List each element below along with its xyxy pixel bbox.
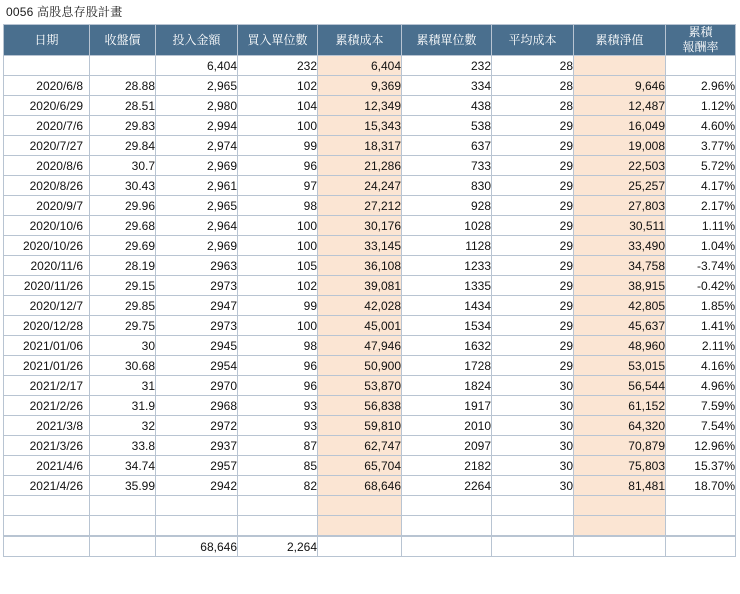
cell-bought-units[interactable]: 93 bbox=[238, 396, 318, 416]
cell-cumulative-cost[interactable]: 21,286 bbox=[318, 156, 402, 176]
cell-average-cost[interactable]: 29 bbox=[492, 336, 574, 356]
column-header-invest-amount[interactable]: 投入金額 bbox=[156, 25, 238, 56]
cell-invest-amount[interactable]: 2972 bbox=[156, 416, 238, 436]
cell-cumulative-return[interactable] bbox=[666, 516, 736, 536]
cell-bought-units[interactable]: 85 bbox=[238, 456, 318, 476]
table-row bbox=[4, 156, 736, 176]
cell-cumulative-return[interactable]: 4.96% bbox=[666, 376, 736, 396]
cell-bought-units[interactable] bbox=[238, 516, 318, 536]
cell-invest-amount[interactable]: 2945 bbox=[156, 336, 238, 356]
totals-spacer-1 bbox=[4, 537, 90, 557]
cell-average-cost[interactable]: 30 bbox=[492, 396, 574, 416]
cell-invest-amount[interactable]: 2973 bbox=[156, 276, 238, 296]
cell-cumulative-return[interactable]: 3.77% bbox=[666, 136, 736, 156]
cell-bought-units[interactable]: 102 bbox=[238, 276, 318, 296]
table-row bbox=[4, 496, 736, 516]
cell-cumulative-return[interactable]: 18.70% bbox=[666, 476, 736, 496]
cell-close-price[interactable]: 30 bbox=[90, 336, 156, 356]
cell-cumulative-cost[interactable]: 27,212 bbox=[318, 196, 402, 216]
cell-cumulative-units[interactable]: 1824 bbox=[402, 376, 492, 396]
cell-close-price[interactable]: 29.96 bbox=[90, 196, 156, 216]
cell-average-cost[interactable]: 29 bbox=[492, 176, 574, 196]
cell-bought-units[interactable]: 96 bbox=[238, 156, 318, 176]
cell-cumulative-cost[interactable]: 6,404 bbox=[318, 56, 402, 76]
cell-date[interactable]: 2021/2/17 bbox=[4, 376, 90, 396]
table-row bbox=[4, 396, 736, 416]
cell-date[interactable]: 2020/8/26 bbox=[4, 176, 90, 196]
cell-cumulative-units[interactable]: 538 bbox=[402, 116, 492, 136]
cell-bought-units[interactable]: 232 bbox=[238, 56, 318, 76]
totals-row bbox=[4, 537, 736, 557]
cell-bought-units[interactable]: 102 bbox=[238, 76, 318, 96]
cell-cumulative-return[interactable]: 5.72% bbox=[666, 156, 736, 176]
column-header-close-price[interactable]: 收盤價 bbox=[90, 25, 156, 56]
cell-cumulative-units[interactable]: 2182 bbox=[402, 456, 492, 476]
cell-cumulative-cost[interactable]: 50,900 bbox=[318, 356, 402, 376]
cell-cumulative-return[interactable]: -0.42% bbox=[666, 276, 736, 296]
cell-invest-amount[interactable]: 2942 bbox=[156, 476, 238, 496]
cell-average-cost[interactable]: 29 bbox=[492, 216, 574, 236]
cell-close-price[interactable]: 35.99 bbox=[90, 476, 156, 496]
cell-average-cost[interactable] bbox=[492, 516, 574, 536]
return-header-line1: 累積 bbox=[688, 25, 713, 39]
cell-cumulative-cost[interactable]: 45,001 bbox=[318, 316, 402, 336]
cell-bought-units[interactable]: 100 bbox=[238, 116, 318, 136]
cell-cumulative-units[interactable]: 334 bbox=[402, 76, 492, 96]
cell-cumulative-return[interactable]: 2.96% bbox=[666, 76, 736, 96]
cell-close-price[interactable]: 29.75 bbox=[90, 316, 156, 336]
cell-bought-units[interactable]: 93 bbox=[238, 416, 318, 436]
cell-bought-units[interactable]: 105 bbox=[238, 256, 318, 276]
cell-cumulative-units[interactable]: 2010 bbox=[402, 416, 492, 436]
cell-cumulative-units[interactable]: 232 bbox=[402, 56, 492, 76]
cell-average-cost[interactable]: 29 bbox=[492, 276, 574, 296]
cell-date[interactable]: 2021/2/26 bbox=[4, 396, 90, 416]
cell-cumulative-cost[interactable]: 33,145 bbox=[318, 236, 402, 256]
cell-cumulative-cost[interactable]: 9,369 bbox=[318, 76, 402, 96]
column-header-average-cost[interactable]: 平均成本 bbox=[492, 25, 574, 56]
cell-cumulative-net-value[interactable]: 33,490 bbox=[574, 236, 666, 256]
cell-average-cost[interactable]: 29 bbox=[492, 116, 574, 136]
cell-cumulative-cost[interactable]: 39,081 bbox=[318, 276, 402, 296]
cell-invest-amount[interactable]: 2,964 bbox=[156, 216, 238, 236]
cell-cumulative-units[interactable]: 1028 bbox=[402, 216, 492, 236]
cell-cumulative-return[interactable] bbox=[666, 496, 736, 516]
cell-cumulative-net-value[interactable]: 19,008 bbox=[574, 136, 666, 156]
cell-cumulative-units[interactable]: 1632 bbox=[402, 336, 492, 356]
cell-cumulative-units[interactable]: 1335 bbox=[402, 276, 492, 296]
cell-cumulative-cost[interactable]: 62,747 bbox=[318, 436, 402, 456]
cell-invest-amount[interactable]: 2,969 bbox=[156, 236, 238, 256]
cell-invest-amount[interactable]: 2,965 bbox=[156, 196, 238, 216]
cell-cumulative-net-value[interactable]: 64,320 bbox=[574, 416, 666, 436]
cell-average-cost[interactable]: 30 bbox=[492, 416, 574, 436]
cell-cumulative-net-value[interactable] bbox=[574, 56, 666, 76]
cell-average-cost[interactable]: 29 bbox=[492, 156, 574, 176]
table-row bbox=[4, 516, 736, 536]
cell-cumulative-units[interactable]: 830 bbox=[402, 176, 492, 196]
cell-cumulative-cost[interactable]: 30,176 bbox=[318, 216, 402, 236]
cell-invest-amount[interactable]: 2954 bbox=[156, 356, 238, 376]
totals-spacer-4 bbox=[402, 537, 492, 557]
cell-date[interactable]: 2020/12/7 bbox=[4, 296, 90, 316]
cell-cumulative-cost[interactable]: 24,247 bbox=[318, 176, 402, 196]
totals-spacer-7 bbox=[666, 537, 736, 557]
cell-cumulative-return[interactable]: 7.54% bbox=[666, 416, 736, 436]
totals-bought-units: 2,264 bbox=[238, 537, 318, 557]
cell-cumulative-units[interactable]: 1534 bbox=[402, 316, 492, 336]
cell-cumulative-return[interactable]: 1.85% bbox=[666, 296, 736, 316]
cell-close-price[interactable]: 33.8 bbox=[90, 436, 156, 456]
table-row bbox=[4, 356, 736, 376]
cell-cumulative-units[interactable]: 733 bbox=[402, 156, 492, 176]
cell-date[interactable]: 2021/4/26 bbox=[4, 476, 90, 496]
cell-cumulative-units[interactable]: 1434 bbox=[402, 296, 492, 316]
cell-cumulative-net-value[interactable]: 56,544 bbox=[574, 376, 666, 396]
cell-date[interactable]: 2021/01/26 bbox=[4, 356, 90, 376]
cell-date[interactable]: 2020/7/6 bbox=[4, 116, 90, 136]
cell-invest-amount[interactable] bbox=[156, 496, 238, 516]
cell-cumulative-return[interactable]: 1.12% bbox=[666, 96, 736, 116]
cell-cumulative-net-value[interactable]: 53,015 bbox=[574, 356, 666, 376]
cell-invest-amount[interactable]: 2973 bbox=[156, 316, 238, 336]
table-row bbox=[4, 416, 736, 436]
cell-close-price[interactable] bbox=[90, 56, 156, 76]
cell-cumulative-net-value[interactable]: 42,805 bbox=[574, 296, 666, 316]
cell-invest-amount[interactable]: 2963 bbox=[156, 256, 238, 276]
cell-cumulative-return[interactable]: 12.96% bbox=[666, 436, 736, 456]
cell-close-price[interactable]: 28.88 bbox=[90, 76, 156, 96]
cell-average-cost[interactable]: 29 bbox=[492, 136, 574, 156]
table-row bbox=[4, 376, 736, 396]
table-row bbox=[4, 56, 736, 76]
cell-close-price[interactable]: 31 bbox=[90, 376, 156, 396]
cell-date[interactable] bbox=[4, 496, 90, 516]
cell-average-cost[interactable]: 30 bbox=[492, 436, 574, 456]
cell-average-cost[interactable]: 28 bbox=[492, 56, 574, 76]
table-row bbox=[4, 296, 736, 316]
cell-bought-units[interactable]: 96 bbox=[238, 376, 318, 396]
cell-close-price[interactable]: 30.43 bbox=[90, 176, 156, 196]
cell-cumulative-units[interactable]: 2264 bbox=[402, 476, 492, 496]
table-row bbox=[4, 96, 736, 116]
cell-cumulative-net-value[interactable]: 38,915 bbox=[574, 276, 666, 296]
cell-bought-units[interactable]: 96 bbox=[238, 356, 318, 376]
cell-average-cost[interactable]: 30 bbox=[492, 456, 574, 476]
cell-bought-units[interactable]: 82 bbox=[238, 476, 318, 496]
return-header-line2: 報酬率 bbox=[682, 40, 719, 54]
cell-cumulative-units[interactable]: 637 bbox=[402, 136, 492, 156]
cell-bought-units[interactable]: 98 bbox=[238, 196, 318, 216]
cell-invest-amount[interactable]: 2,961 bbox=[156, 176, 238, 196]
cell-cumulative-units[interactable]: 1233 bbox=[402, 256, 492, 276]
cell-cumulative-net-value[interactable]: 25,257 bbox=[574, 176, 666, 196]
cell-date[interactable]: 2020/12/28 bbox=[4, 316, 90, 336]
cell-cumulative-units[interactable]: 1917 bbox=[402, 396, 492, 416]
cell-cumulative-units[interactable]: 2097 bbox=[402, 436, 492, 456]
cell-cumulative-cost[interactable] bbox=[318, 516, 402, 536]
cell-close-price[interactable]: 31.9 bbox=[90, 396, 156, 416]
cell-cumulative-units[interactable] bbox=[402, 516, 492, 536]
cell-date[interactable]: 2020/11/26 bbox=[4, 276, 90, 296]
cell-cumulative-return[interactable]: 4.17% bbox=[666, 176, 736, 196]
table-row bbox=[4, 116, 736, 136]
cell-cumulative-net-value[interactable]: 48,960 bbox=[574, 336, 666, 356]
cell-cumulative-cost[interactable]: 36,108 bbox=[318, 256, 402, 276]
cell-cumulative-cost[interactable]: 47,946 bbox=[318, 336, 402, 356]
cell-date[interactable]: 2021/3/8 bbox=[4, 416, 90, 436]
cell-close-price[interactable]: 34.74 bbox=[90, 456, 156, 476]
totals-table bbox=[3, 536, 736, 557]
cell-close-price[interactable]: 32 bbox=[90, 416, 156, 436]
cell-close-price[interactable]: 29.15 bbox=[90, 276, 156, 296]
cell-cumulative-net-value[interactable]: 22,503 bbox=[574, 156, 666, 176]
cell-cumulative-units[interactable]: 1128 bbox=[402, 236, 492, 256]
table-row bbox=[4, 76, 736, 96]
cell-cumulative-net-value[interactable]: 16,049 bbox=[574, 116, 666, 136]
cell-cumulative-net-value[interactable]: 70,879 bbox=[574, 436, 666, 456]
cell-close-price[interactable]: 29.85 bbox=[90, 296, 156, 316]
cell-average-cost[interactable]: 30 bbox=[492, 476, 574, 496]
cell-date[interactable]: 2020/6/8 bbox=[4, 76, 90, 96]
table-header-row bbox=[4, 25, 736, 56]
cell-bought-units[interactable]: 100 bbox=[238, 236, 318, 256]
cell-cumulative-return[interactable]: 2.17% bbox=[666, 196, 736, 216]
cell-date[interactable]: 2020/10/26 bbox=[4, 236, 90, 256]
cell-cumulative-return[interactable]: 1.41% bbox=[666, 316, 736, 336]
cell-close-price[interactable]: 29.83 bbox=[90, 116, 156, 136]
cell-bought-units[interactable]: 98 bbox=[238, 336, 318, 356]
cell-cumulative-net-value[interactable]: 81,481 bbox=[574, 476, 666, 496]
cell-invest-amount[interactable]: 2,969 bbox=[156, 156, 238, 176]
cell-cumulative-units[interactable] bbox=[402, 496, 492, 516]
table-row bbox=[4, 456, 736, 476]
cell-average-cost[interactable]: 30 bbox=[492, 376, 574, 396]
cell-bought-units[interactable]: 99 bbox=[238, 136, 318, 156]
cell-cumulative-net-value[interactable]: 75,803 bbox=[574, 456, 666, 476]
totals-invest-amount: 68,646 bbox=[156, 537, 238, 557]
cell-average-cost[interactable]: 29 bbox=[492, 356, 574, 376]
cell-date[interactable]: 2020/8/6 bbox=[4, 156, 90, 176]
cell-date[interactable]: 2021/4/6 bbox=[4, 456, 90, 476]
cell-average-cost[interactable]: 29 bbox=[492, 256, 574, 276]
cell-close-price[interactable]: 29.84 bbox=[90, 136, 156, 156]
totals-spacer-3 bbox=[318, 537, 402, 557]
cell-close-price[interactable]: 29.68 bbox=[90, 216, 156, 236]
cell-cumulative-return[interactable]: 7.59% bbox=[666, 396, 736, 416]
cell-date[interactable]: 2021/3/26 bbox=[4, 436, 90, 456]
cell-close-price[interactable]: 30.68 bbox=[90, 356, 156, 376]
cell-cumulative-net-value[interactable]: 34,758 bbox=[574, 256, 666, 276]
cell-cumulative-net-value[interactable] bbox=[574, 516, 666, 536]
cell-average-cost[interactable]: 29 bbox=[492, 196, 574, 216]
totals-spacer-5 bbox=[492, 537, 574, 557]
cell-date[interactable]: 2020/11/6 bbox=[4, 256, 90, 276]
cell-bought-units[interactable]: 87 bbox=[238, 436, 318, 456]
cell-cumulative-cost[interactable] bbox=[318, 496, 402, 516]
cell-cumulative-net-value[interactable]: 12,487 bbox=[574, 96, 666, 116]
column-header-cumulative-units[interactable]: 累積單位數 bbox=[402, 25, 492, 56]
cell-date[interactable] bbox=[4, 516, 90, 536]
cell-bought-units[interactable]: 97 bbox=[238, 176, 318, 196]
investment-table bbox=[3, 24, 736, 536]
cell-cumulative-return[interactable]: 15.37% bbox=[666, 456, 736, 476]
cell-cumulative-cost[interactable]: 12,349 bbox=[318, 96, 402, 116]
table-row bbox=[4, 316, 736, 336]
cell-cumulative-cost[interactable]: 59,810 bbox=[318, 416, 402, 436]
cell-cumulative-cost[interactable]: 18,317 bbox=[318, 136, 402, 156]
cell-average-cost[interactable] bbox=[492, 496, 574, 516]
cell-date[interactable]: 2021/01/06 bbox=[4, 336, 90, 356]
column-header-bought-units[interactable]: 買入單位數 bbox=[238, 25, 318, 56]
cell-cumulative-cost[interactable]: 42,028 bbox=[318, 296, 402, 316]
cell-cumulative-net-value[interactable]: 30,511 bbox=[574, 216, 666, 236]
table-row bbox=[4, 476, 736, 496]
table-row bbox=[4, 276, 736, 296]
column-header-date[interactable]: 日期 bbox=[4, 25, 90, 56]
cell-cumulative-net-value[interactable]: 9,646 bbox=[574, 76, 666, 96]
cell-invest-amount[interactable]: 2970 bbox=[156, 376, 238, 396]
table-row bbox=[4, 236, 736, 256]
cell-cumulative-cost[interactable]: 68,646 bbox=[318, 476, 402, 496]
cell-bought-units[interactable] bbox=[238, 496, 318, 516]
cell-cumulative-cost[interactable]: 56,838 bbox=[318, 396, 402, 416]
cell-invest-amount[interactable]: 2,965 bbox=[156, 76, 238, 96]
cell-cumulative-net-value[interactable]: 61,152 bbox=[574, 396, 666, 416]
cell-cumulative-return[interactable]: 2.11% bbox=[666, 336, 736, 356]
cell-cumulative-units[interactable]: 928 bbox=[402, 196, 492, 216]
cell-date[interactable]: 2020/10/6 bbox=[4, 216, 90, 236]
cell-close-price[interactable]: 29.69 bbox=[90, 236, 156, 256]
column-header-cumulative-cost[interactable]: 累積成本 bbox=[318, 25, 402, 56]
cell-bought-units[interactable]: 100 bbox=[238, 216, 318, 236]
cell-invest-amount[interactable]: 6,404 bbox=[156, 56, 238, 76]
cell-cumulative-cost[interactable]: 15,343 bbox=[318, 116, 402, 136]
column-header-cumulative-net-value[interactable]: 累積淨值 bbox=[574, 25, 666, 56]
cell-bought-units[interactable]: 104 bbox=[238, 96, 318, 116]
cell-date[interactable]: 2020/7/27 bbox=[4, 136, 90, 156]
cell-cumulative-net-value[interactable] bbox=[574, 496, 666, 516]
cell-close-price[interactable]: 28.51 bbox=[90, 96, 156, 116]
cell-cumulative-units[interactable]: 438 bbox=[402, 96, 492, 116]
table-row bbox=[4, 256, 736, 276]
cell-close-price[interactable] bbox=[90, 516, 156, 536]
cell-cumulative-return[interactable]: 1.04% bbox=[666, 236, 736, 256]
cell-bought-units[interactable]: 100 bbox=[238, 316, 318, 336]
table-row bbox=[4, 176, 736, 196]
cell-cumulative-return[interactable]: 4.60% bbox=[666, 116, 736, 136]
table-row bbox=[4, 436, 736, 456]
cell-average-cost[interactable]: 29 bbox=[492, 316, 574, 336]
sheet-title: 0056 高股息存股計畫 bbox=[6, 5, 123, 19]
cell-date[interactable] bbox=[4, 56, 90, 76]
cell-cumulative-net-value[interactable]: 45,637 bbox=[574, 316, 666, 336]
cell-close-price[interactable]: 30.7 bbox=[90, 156, 156, 176]
cell-invest-amount[interactable]: 2,980 bbox=[156, 96, 238, 116]
cell-invest-amount[interactable]: 2,994 bbox=[156, 116, 238, 136]
cell-invest-amount[interactable]: 2947 bbox=[156, 296, 238, 316]
cell-date[interactable]: 2020/9/7 bbox=[4, 196, 90, 216]
cell-cumulative-return[interactable]: -3.74% bbox=[666, 256, 736, 276]
cell-cumulative-units[interactable]: 1728 bbox=[402, 356, 492, 376]
cell-cumulative-cost[interactable]: 53,870 bbox=[318, 376, 402, 396]
cell-invest-amount[interactable]: 2968 bbox=[156, 396, 238, 416]
cell-average-cost[interactable]: 28 bbox=[492, 96, 574, 116]
cell-invest-amount[interactable]: 2,974 bbox=[156, 136, 238, 156]
cell-cumulative-cost[interactable]: 65,704 bbox=[318, 456, 402, 476]
cell-close-price[interactable]: 28.19 bbox=[90, 256, 156, 276]
cell-cumulative-return[interactable]: 1.11% bbox=[666, 216, 736, 236]
table-row bbox=[4, 216, 736, 236]
cell-invest-amount[interactable]: 2957 bbox=[156, 456, 238, 476]
cell-average-cost[interactable]: 29 bbox=[492, 296, 574, 316]
cell-cumulative-return[interactable] bbox=[666, 56, 736, 76]
cell-close-price[interactable] bbox=[90, 496, 156, 516]
cell-invest-amount[interactable] bbox=[156, 516, 238, 536]
cell-average-cost[interactable]: 29 bbox=[492, 236, 574, 256]
table-row bbox=[4, 136, 736, 156]
cell-cumulative-return[interactable]: 4.16% bbox=[666, 356, 736, 376]
totals-spacer-6 bbox=[574, 537, 666, 557]
cell-average-cost[interactable]: 28 bbox=[492, 76, 574, 96]
cell-cumulative-net-value[interactable]: 27,803 bbox=[574, 196, 666, 216]
cell-date[interactable]: 2020/6/29 bbox=[4, 96, 90, 116]
cell-invest-amount[interactable]: 2937 bbox=[156, 436, 238, 456]
cell-bought-units[interactable]: 99 bbox=[238, 296, 318, 316]
totals-spacer-2 bbox=[90, 537, 156, 557]
column-header-cumulative-return[interactable] bbox=[666, 25, 736, 56]
table-row bbox=[4, 196, 736, 216]
table-row bbox=[4, 336, 736, 356]
